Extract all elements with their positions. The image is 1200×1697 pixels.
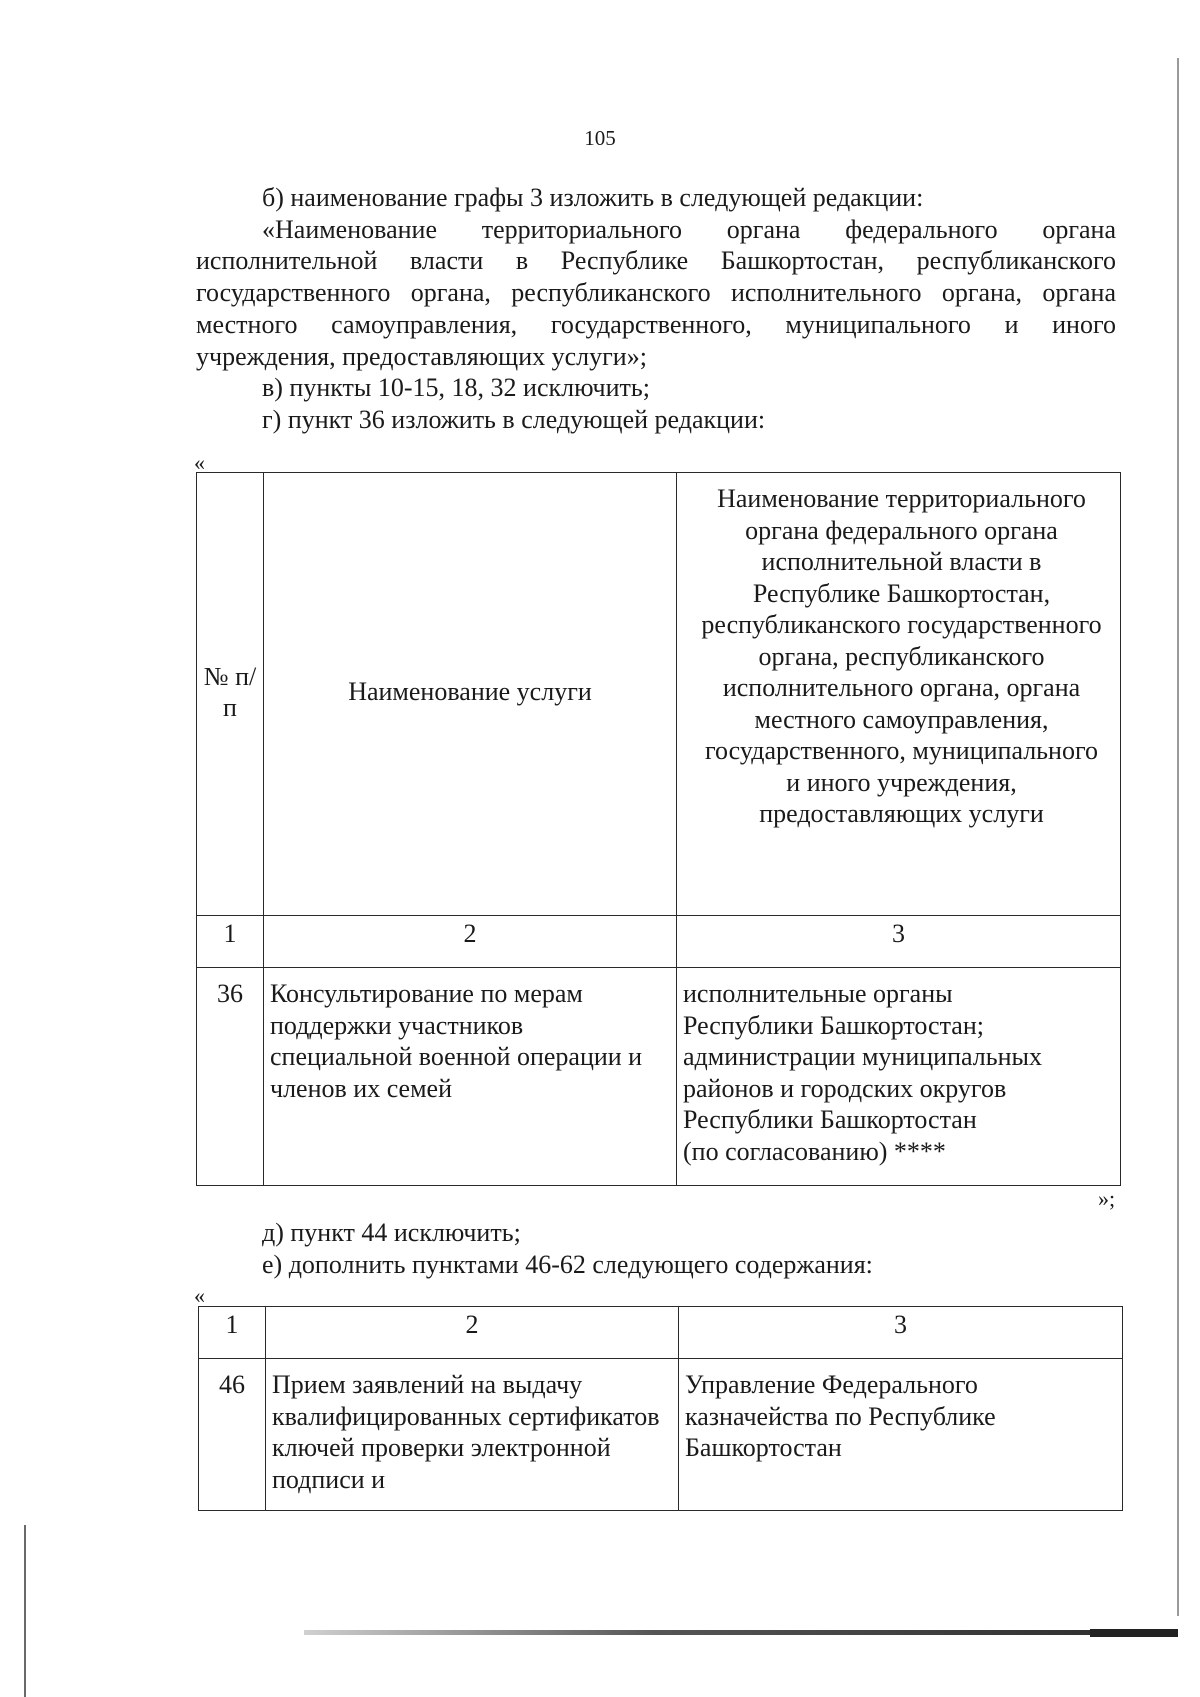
header-number: № п/п [197,473,264,916]
table2-numbers-row [199,1307,1123,1359]
authority-line: Башкортостан [685,1433,842,1462]
row-service-name: Прием заявлений на выдачу квалифицированных сертификатов ключей проверки электронной подписи и [266,1359,679,1511]
item-e: е) дополнить пунктами 46-62 следующего содержания: [262,1249,873,1279]
row-authority [679,1359,1123,1511]
table-row [199,1359,1123,1511]
scan-edge-left [24,1525,26,1697]
authority-line: исполнительные органы [683,979,953,1008]
number-cell-3: 3 [679,1307,1123,1359]
item-g: г) пункт 36 изложить в следующей редакции: [262,404,766,434]
item-d: д) пункт 44 исключить; [262,1218,521,1247]
authority-line: Республики Башкортостан; [683,1010,984,1040]
number-cell-3: 3 [677,916,1121,968]
quoted-column-title: «Наименование территориального органа федерального органа исполнительной власти в Республике Башкортостан, республиканского государственного органа, республиканского исполнительного органа, органа местного самоуправления, государственного, муниципального и иного учреждения, предоставляющих услуги»; [196,214,1116,371]
row-service-name: Консультирование по мерам поддержки участников специальной военной операции и членов их семей [264,968,677,1186]
authority-line: (по согласованию) **** [683,1136,946,1166]
number-cell-1: 1 [199,1307,266,1359]
header-authority-name: Наименование территориального органа федерального органа исполнительной власти в Республике Башкортостан, республиканского государственного органа, республиканского исполнительного органа, органа местного самоуправления, государственного, муниципального и иного учреждения, предоставляющих услуги [677,473,1121,916]
scan-edge-right [1177,58,1179,1616]
number-cell-1: 1 [197,916,264,968]
number-cell-2: 2 [264,916,677,968]
number-cell-2: 2 [266,1307,679,1359]
table1-numbers-row [197,916,1121,968]
item-v: в) пункты 10-15, 18, 32 исключить; [262,373,650,403]
header-service-name: Наименование услуги [264,473,677,916]
page-number: 105 [584,126,616,150]
second-list [196,1217,1116,1280]
scan-bottom-bar [304,1630,1178,1635]
authority-line: Республики Башкортостан [683,1105,977,1134]
table-item-36 [196,472,1121,1186]
table1-close-quote: »; [1098,1186,1116,1211]
row-number: 36 [197,968,264,1186]
table1-open-quote: « [194,450,205,475]
authority-line: Управление Федерального [685,1370,978,1399]
table2-open-quote: « [194,1283,205,1308]
row-authority [677,968,1121,1186]
item-b: б) наименование графы 3 изложить в следующей редакции: [262,183,924,212]
intro-section [196,182,1116,436]
table-row [197,968,1121,1186]
scan-bottom-bar-dark [1090,1629,1178,1637]
table1-header-row [197,473,1121,916]
authority-line: администрации муниципальных [683,1042,1042,1071]
row-number: 46 [199,1359,266,1511]
authority-line: казначейства по Республике [685,1401,996,1431]
table-item-46 [198,1306,1123,1511]
authority-line: районов и городских округов [683,1073,1007,1103]
